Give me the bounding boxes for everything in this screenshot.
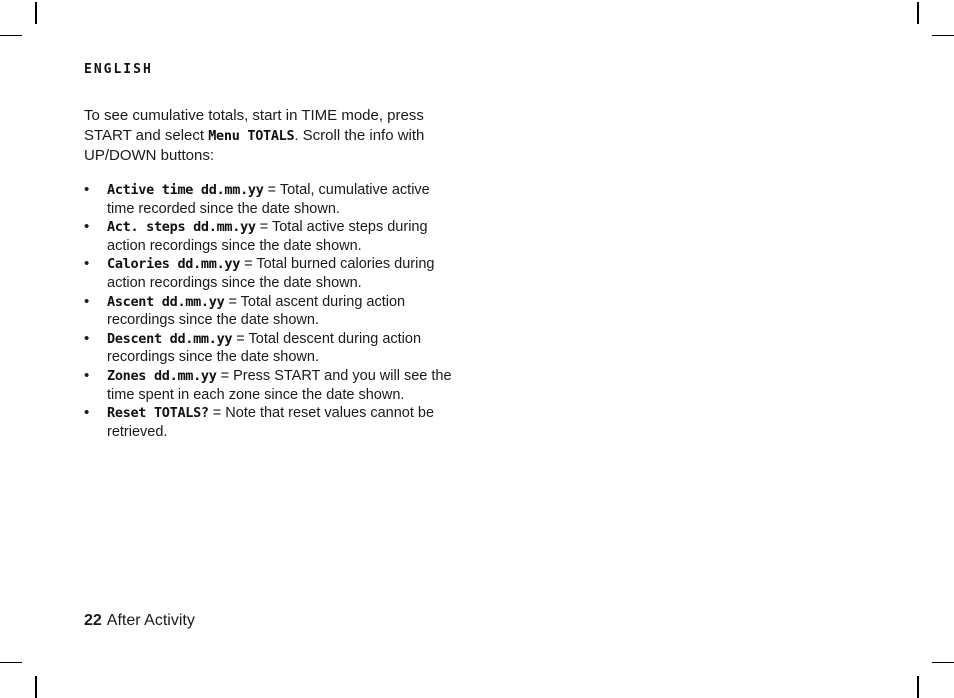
bullet-icon: • [84, 366, 90, 384]
list-item-description: = Total ascent during action recordings since the date shown. [107, 293, 406, 329]
section-title: After Activity [106, 612, 195, 629]
crop-mark-top-left-vertical [35, 2, 37, 24]
bullet-icon: • [84, 329, 90, 347]
intro-paragraph [84, 106, 444, 166]
list-item-term: Reset TOTALS? [107, 405, 209, 422]
crop-mark-bottom-right-vertical [917, 676, 919, 698]
crop-mark-top-left-horizontal [0, 35, 22, 36]
list-item-term: Calories dd.mm.yy [107, 256, 241, 273]
list-item-description: = Total descent during action recordings since the date shown. [107, 330, 422, 366]
list-item-description: = Total active steps during action recordings since the date shown. [107, 219, 428, 254]
list-item-term: Active time dd.mm.yy [107, 182, 264, 198]
list-item-description: = Press START and you will see the time spent in each zone since the date shown. [107, 367, 452, 403]
page-number: 22 [84, 612, 102, 629]
list-item-description: = Total burned calories during action recordings since the date shown. [107, 256, 435, 291]
totals-list [84, 181, 454, 441]
list-item-term: Descent dd.mm.yy [107, 330, 233, 347]
list-item [84, 330, 454, 367]
bullet-icon: • [84, 181, 90, 198]
list-item-term: Act. steps dd.mm.yy [107, 219, 256, 236]
crop-mark-top-right-vertical [917, 2, 919, 24]
menu-totals-term: Menu TOTALS [208, 128, 295, 144]
list-item [84, 367, 454, 404]
crop-mark-bottom-left-vertical [35, 676, 37, 698]
list-item-term: Zones dd.mm.yy [107, 367, 217, 384]
bullet-icon: • [84, 404, 90, 422]
bullet-icon: • [84, 218, 90, 236]
list-item-term: Ascent dd.mm.yy [107, 293, 225, 310]
crop-mark-top-right-horizontal [932, 35, 954, 36]
intro-text-after: . Scroll the info with UP/DOWN buttons: [84, 127, 425, 164]
list-item [84, 255, 454, 292]
bullet-icon: • [84, 255, 90, 273]
list-item-description: = Note that reset values cannot be retrieved. [107, 405, 435, 440]
crop-mark-bottom-left-horizontal [0, 662, 22, 663]
page-footer [84, 612, 195, 630]
list-item [84, 181, 454, 218]
list-item [84, 218, 454, 255]
language-header: ENGLISH [84, 62, 153, 77]
list-item-description: = Total, cumulative active time recorded since the date shown. [107, 182, 430, 217]
list-item [84, 404, 454, 441]
crop-mark-bottom-right-horizontal [932, 662, 954, 663]
bullet-icon: • [84, 292, 90, 310]
intro-text-before: To see cumulative totals, start in TIME mode, press START and select [84, 107, 424, 144]
list-item [84, 293, 454, 330]
